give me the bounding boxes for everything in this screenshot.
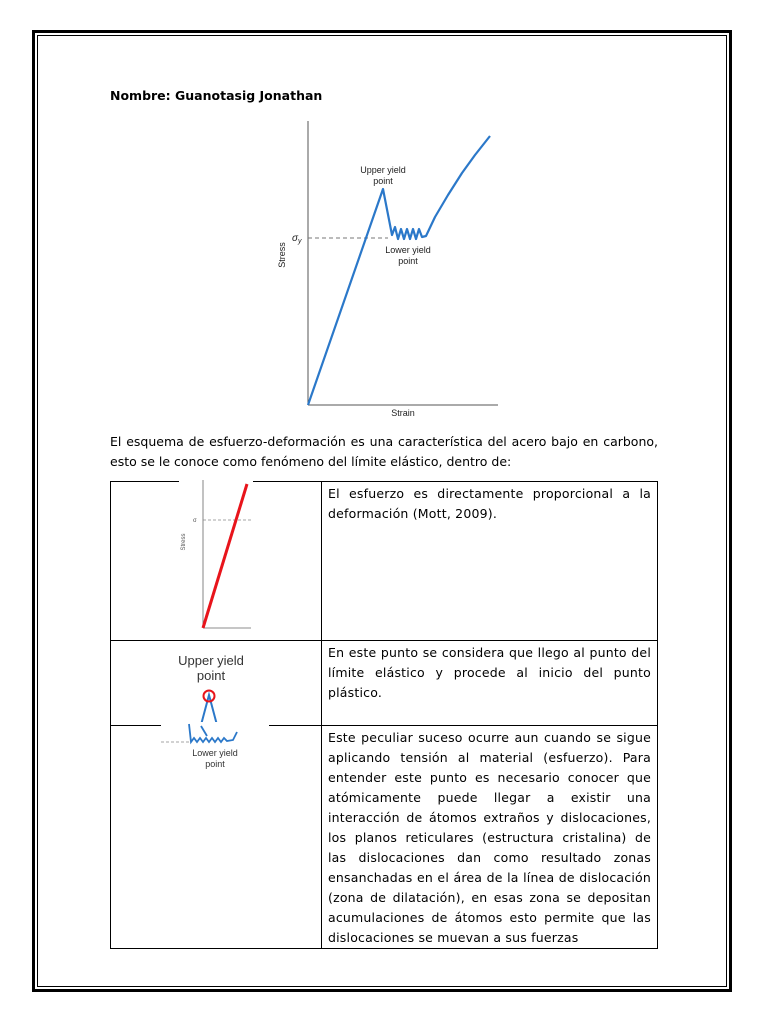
elastic-region-image bbox=[179, 480, 253, 634]
table-cell-text: En este punto se considera que llego al punto del límite elástico y procede al inicio del punto plástico. bbox=[322, 641, 658, 726]
lower-yield-image bbox=[161, 722, 269, 776]
table-cell-image bbox=[111, 641, 322, 726]
table-row bbox=[111, 641, 658, 726]
sigma-label: $\sigma_y$ bbox=[292, 233, 302, 245]
sigma-small: σ bbox=[193, 518, 197, 524]
table-row bbox=[111, 726, 658, 949]
table-cell-image bbox=[111, 726, 322, 949]
stress-strain-curve bbox=[308, 136, 490, 405]
table-cell-text: Este peculiar suceso ocurre aun cuando se sigue aplicando tensión al material (esfuerzo). Para entender este punto es necesario conocer que atómicamente puede llegar a existir una interacción de átomos extraños y dislocaciones, los planos reticulares (estructura cristalina) de las dislocaciones dan como resultado zonas ensanchadas en el área de la línea de dislocación (zona de dilatación), en esas zona se depositan acumulaciones de átomos esto permite que las dislocaciones se muevan a sus fuerzas bbox=[322, 726, 658, 949]
table-cell-image bbox=[111, 482, 322, 641]
table-row bbox=[111, 482, 658, 641]
upper-yield-image bbox=[167, 649, 267, 725]
y-axis-label: Stress bbox=[277, 242, 287, 268]
author-name: Nombre: Guanotasig Jonathan bbox=[110, 88, 323, 103]
stress-strain-figure bbox=[270, 115, 510, 425]
lower-yield-small-1: Lower yield bbox=[192, 748, 238, 758]
intro-paragraph: El esquema de esfuerzo-deformación es una característica del acero bajo en carbono, esto se le conoce como fenómeno del límite elástico, dentro de: bbox=[110, 434, 658, 469]
lower-yield-label-2: point bbox=[398, 256, 418, 266]
upper-yield-big-2: point bbox=[196, 668, 226, 683]
upper-yield-label-1: Upper yield bbox=[360, 165, 406, 175]
table-cell-text: El esfuerzo es directamente proporcional a la deformación (Mott, 2009). bbox=[322, 482, 658, 641]
lower-yield-label-1: Lower yield bbox=[385, 245, 431, 255]
schema-table bbox=[110, 481, 658, 949]
stress-small-label: Stress bbox=[181, 533, 187, 551]
upper-yield-big-1: Upper yield bbox=[178, 653, 244, 668]
upper-yield-label-2: point bbox=[373, 176, 393, 186]
lower-yield-small-2: point bbox=[205, 759, 225, 769]
x-axis-label: Strain bbox=[391, 408, 415, 418]
